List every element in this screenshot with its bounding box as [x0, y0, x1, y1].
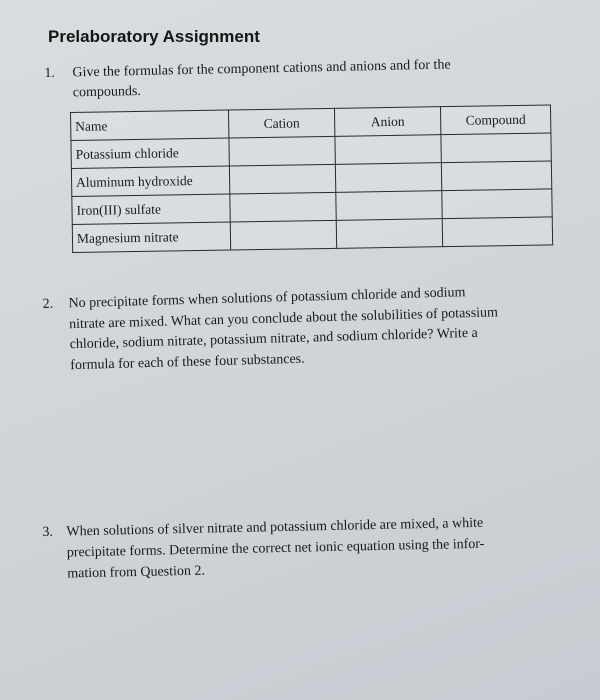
question-text: Give the formulas for the component cations and anions and for the — [72, 57, 451, 81]
question-line: chloride, sodium nitrate, potassium nitrate, and sodium chloride? Write a — [69, 325, 478, 353]
compound-cell[interactable] — [441, 133, 551, 163]
header-cation: Cation — [228, 108, 334, 138]
header-name: Name — [71, 110, 229, 140]
anion-cell[interactable] — [336, 219, 442, 249]
page-title: Prelaboratory Assignment — [48, 27, 260, 46]
question-line: When solutions of silver nitrate and potassium chloride are mixed, a white — [66, 515, 484, 540]
header-compound: Compound — [440, 105, 550, 135]
question-number: 1. — [44, 65, 56, 81]
compound-cell[interactable] — [441, 161, 551, 191]
anion-cell[interactable] — [335, 135, 441, 165]
question-number: 3. — [42, 524, 54, 540]
compound-name-cell: Aluminum hydroxide — [71, 166, 229, 196]
question-text — [68, 281, 562, 377]
cation-cell[interactable] — [230, 220, 336, 250]
question-line: precipitate forms. Determine the correct net ionic equation using the infor- — [66, 536, 485, 561]
anion-cell[interactable] — [335, 163, 441, 193]
formula-table — [70, 104, 553, 253]
question-line: formula for each of these four substances. — [70, 351, 305, 373]
compound-cell[interactable] — [442, 217, 552, 247]
header-anion: Anion — [334, 107, 440, 137]
compound-name-cell: Potassium chloride — [71, 138, 229, 168]
cation-cell[interactable] — [229, 164, 335, 194]
compound-name-cell: Magnesium nitrate — [72, 222, 230, 252]
question-text — [66, 511, 563, 584]
question-line: nitrate are mixed. What can you conclude about the solubilities of potassium — [68, 304, 499, 332]
question-number: 2. — [42, 296, 54, 312]
question-text: compounds. — [72, 83, 142, 101]
cation-cell[interactable] — [229, 136, 335, 166]
question-3 — [42, 501, 562, 582]
question-line: mation from Question 2. — [67, 563, 206, 582]
compound-name-cell: Iron(III) sulfate — [72, 194, 230, 224]
question-line: No precipitate forms when solutions of potassium chloride and sodium — [68, 285, 466, 312]
question-2 — [42, 268, 562, 373]
compound-cell[interactable] — [442, 189, 552, 219]
anion-cell[interactable] — [336, 191, 442, 221]
cation-cell[interactable] — [230, 192, 336, 222]
